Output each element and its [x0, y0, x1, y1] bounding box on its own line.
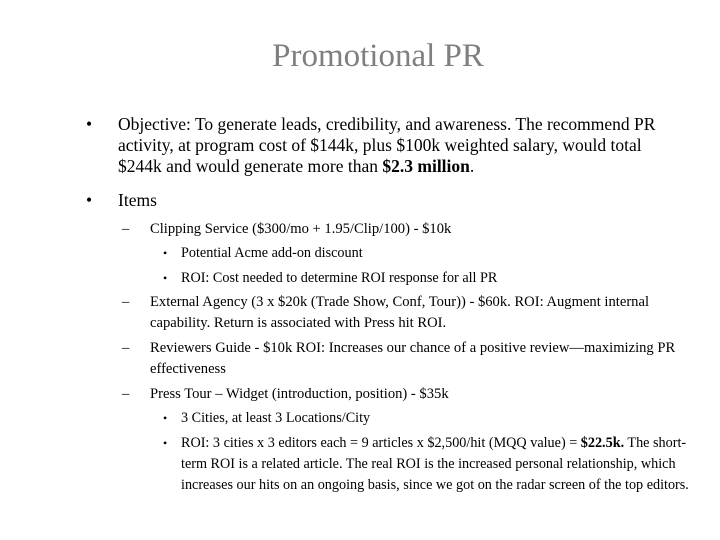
objective-bullet — [86, 114, 688, 177]
dash-icon: – — [122, 386, 130, 402]
dash-icon: – — [122, 340, 130, 356]
slide-title: Promotional PR — [272, 38, 484, 74]
external-agency-item — [122, 292, 690, 334]
press-tour-roi-text: ROI: 3 cities x 3 editors each = 9 articles x $2,500/hit (MQQ value) = — [181, 435, 581, 451]
bullet-icon: • — [163, 271, 168, 285]
objective-highlight: $2.3 million — [382, 156, 470, 176]
reviewers-guide-item — [122, 338, 690, 380]
external-agency-text: External Agency (3 x $20k (Trade Show, Conf, Tour)) - $60k. ROI: Augment internal capability. Return is associated with Press hit ROI. — [150, 294, 650, 331]
bullet-icon: • — [86, 190, 93, 210]
clipping-service-item — [122, 219, 690, 240]
clipping-service-text: Clipping Service ($300/mo + 1.95/Clip/100) - $10k — [150, 221, 452, 237]
dash-icon: – — [122, 221, 130, 237]
items-label: Items — [118, 190, 157, 210]
clipping-sub-item — [163, 243, 701, 264]
dash-icon: – — [122, 294, 130, 310]
bullet-icon: • — [163, 411, 168, 425]
objective-text: Objective: To generate leads, credibility, and awareness. The recommend PR activity, at program cost of $144k, plus $100k weighted salary, would total $244k and would generate more than — [118, 114, 656, 176]
press-tour-roi-item — [163, 433, 701, 496]
bullet-icon: • — [163, 246, 168, 260]
bullet-icon: • — [86, 114, 93, 134]
clipping-sub-text: Potential Acme add-on discount — [181, 245, 363, 261]
press-tour-roi-highlight: $22.5k. — [580, 435, 625, 451]
press-tour-roi-rest: The short-term ROI is a related article. The real ROI is the increased personal relationship, which increases our hits on an ongoing basis, since we got on the radar screen of the top editors. — [181, 435, 689, 493]
press-tour-item — [122, 384, 690, 405]
clipping-sub-item — [163, 268, 701, 289]
press-tour-sub-text: 3 Cities, at least 3 Locations/City — [181, 410, 371, 426]
items-bullet — [86, 190, 688, 211]
press-tour-text: Press Tour – Widget (introduction, position) - $35k — [150, 386, 449, 402]
bullet-icon: • — [163, 436, 168, 450]
reviewers-guide-text: Reviewers Guide - $10k ROI: Increases our chance of a positive review—maximizing PR effectiveness — [150, 340, 676, 377]
objective-end: . — [469, 156, 475, 176]
press-tour-sub-item — [163, 408, 701, 429]
clipping-sub-text: ROI: Cost needed to determine ROI response for all PR — [181, 270, 498, 286]
